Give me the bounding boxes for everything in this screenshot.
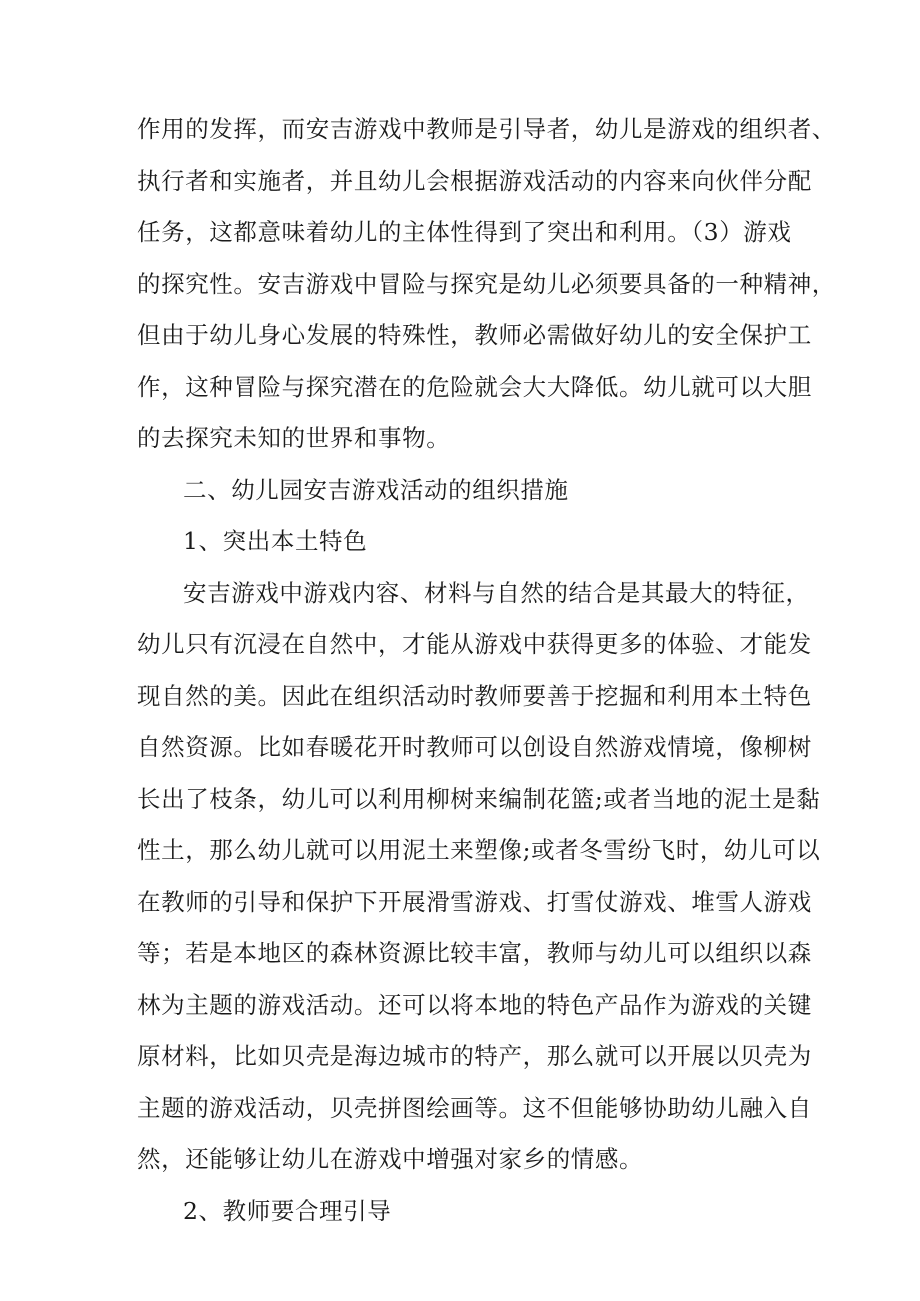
paragraph-line: 自然资源。比如春暖花开时教师可以创设自然游戏情境，像柳树 [137, 733, 812, 761]
paragraph-line: 林为主题的游戏活动。还可以将本地的特色产品作为游戏的关键 [137, 991, 812, 1019]
paragraph-line: 安吉游戏中游戏内容、材料与自然的结合是其最大的特征， [183, 579, 810, 607]
paragraph-line: 但由于幼儿身心发展的特殊性，教师必需做好幼儿的安全保护工 [137, 321, 812, 349]
paragraph-line: 作，这种冒险与探究潜在的危险就会大大降低。幼儿就可以大胆 [137, 373, 812, 401]
paragraph-line: 主题的游戏活动，贝壳拼图绘画等。这不但能够协助幼儿融入自 [137, 1094, 812, 1122]
paragraph-line: 执行者和实施者，并且幼儿会根据游戏活动的内容来向伙伴分配 [137, 167, 812, 195]
section-heading: 二、幼儿园安吉游戏活动的组织措施 [183, 476, 569, 504]
subsection-heading: 2、教师要合理引导 [183, 1197, 392, 1225]
paragraph-line: 的去探究未知的世界和事物。 [137, 424, 451, 452]
paragraph-line: 现自然的美。因此在组织活动时教师要善于挖掘和利用本土特色 [137, 682, 812, 710]
paragraph-line: 然，还能够让幼儿在游戏中增强对家乡的情感。 [137, 1145, 644, 1173]
paragraph-line: 长出了枝条，幼儿可以利用柳树来编制花篮;或者当地的泥土是黏 [137, 785, 821, 813]
paragraph-line: 原材料，比如贝壳是海边城市的特产，那么就可以开展以贝壳为 [137, 1042, 812, 1070]
paragraph-line: 任务，这都意味着幼儿的主体性得到了突出和利用。（3）游戏 [137, 218, 792, 246]
paragraph-line: 作用的发挥，而安吉游戏中教师是引导者，幼儿是游戏的组织者、 [137, 115, 836, 143]
paragraph-line: 的探究性。安吉游戏中冒险与探究是幼儿必须要具备的一种精神， [137, 270, 836, 298]
paragraph-line: 在教师的引导和保护下开展滑雪游戏、打雪仗游戏、堆雪人游戏 [137, 888, 812, 916]
subsection-heading: 1、突出本土特色 [183, 527, 368, 555]
paragraph-line: 性土，那么幼儿就可以用泥土来塑像;或者冬雪纷飞时，幼儿可以 [137, 836, 821, 864]
paragraph-line: 幼儿只有沉浸在自然中，才能从游戏中获得更多的体验、才能发 [137, 630, 812, 658]
paragraph-line: 等；若是本地区的森林资源比较丰富，教师与幼儿可以组织以森 [137, 939, 812, 967]
